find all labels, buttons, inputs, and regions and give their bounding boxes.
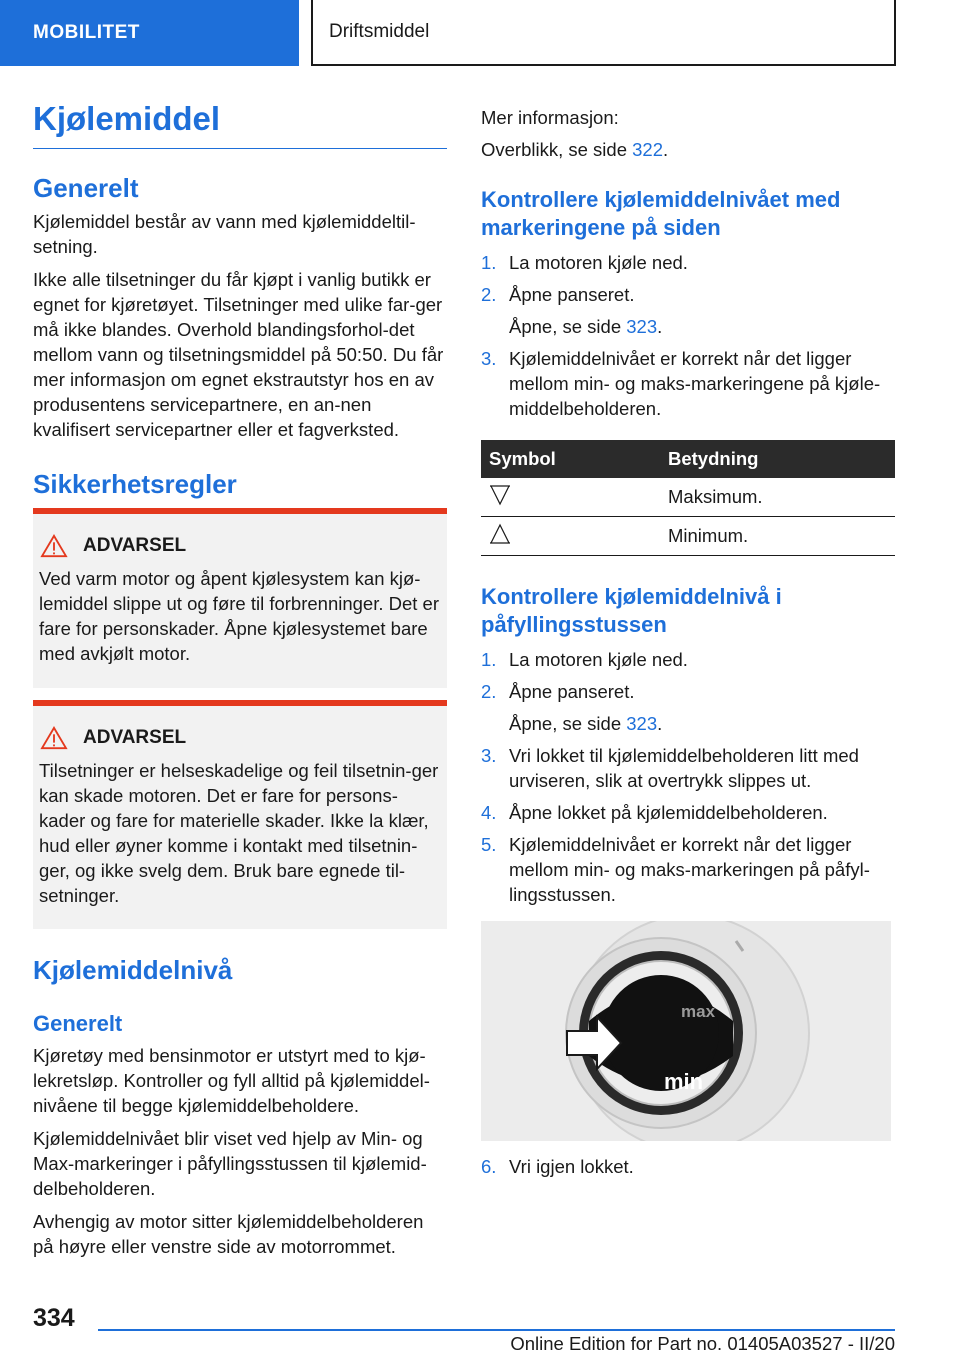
step-item <box>481 832 895 907</box>
step-number: 2. <box>481 284 497 305</box>
step-number: 1. <box>481 649 497 670</box>
more-info-label: Mer informasjon: <box>481 107 619 128</box>
generelt-heading: Generelt <box>33 173 139 203</box>
overview-text: Overblikk, se side <box>481 139 633 160</box>
chapter-label: Driftsmiddel <box>329 21 430 42</box>
warning-title <box>39 534 439 558</box>
step-sub: Åpne, se side 323. <box>509 316 663 337</box>
step-sub-text: Åpne, se side <box>509 316 627 337</box>
warning-triangle-icon <box>39 534 69 558</box>
step-text: Kjølemiddelnivået er korrekt når det ligger mellom min- og maks-markeringene på kjøle-middelbeholderen. <box>509 348 881 419</box>
step-number: 5. <box>481 834 497 855</box>
warning-title-text: ADVARSEL <box>83 727 187 748</box>
footer-divider <box>98 1329 895 1331</box>
step-text: La motoren kjøle ned. <box>509 649 688 670</box>
step-number: 2. <box>481 681 497 702</box>
step-text: Åpne panseret. <box>509 284 635 305</box>
page-number: 334 <box>33 1304 75 1332</box>
step-number: 1. <box>481 252 497 273</box>
generelt-section <box>33 173 447 442</box>
table-cell: Maksimum. <box>660 478 895 517</box>
edition-text: Online Edition for Part no. 01405A03527 - II/20 <box>510 1333 895 1354</box>
step-item <box>481 800 895 825</box>
generelt-paragraph: Kjølemiddel består av vann med kjølemiddeltil-setning. <box>33 211 416 257</box>
step-item <box>481 743 895 793</box>
nivaa-subheading: Generelt <box>33 1011 123 1036</box>
section-tab[interactable] <box>0 0 299 66</box>
section1 <box>481 186 895 428</box>
step-text: Vri lokket til kjølemiddelbeholderen litt med urviseren, slik at overtrykk slippes ut. <box>509 745 859 791</box>
step-sub-text: Åpne, se side <box>509 713 627 734</box>
table-row <box>481 517 895 556</box>
step-number: 3. <box>481 745 497 766</box>
min-mark-icon <box>489 523 511 545</box>
step-item <box>481 647 895 672</box>
nivaa-paragraph: Kjøretøy med bensinmotor er utstyrt med to kjø-lekretsløp. Kontroller og fyll alltid på kjølemiddel-nivåene til begge kjølemiddelbeholdere. <box>33 1045 430 1116</box>
more-info <box>481 105 895 162</box>
nivaa-paragraph: Avhengig av motor sitter kjølemiddelbeholderen på høyre eller venstre side av motorrommet. <box>33 1211 424 1257</box>
section2-final-step <box>481 1154 895 1186</box>
nivaa-section <box>33 1010 447 1259</box>
step-item <box>481 346 895 421</box>
step-text: La motoren kjøle ned. <box>509 252 688 273</box>
warning-box <box>33 508 447 688</box>
section2-steps <box>481 647 895 907</box>
warning-triangle-icon <box>39 726 69 750</box>
min-label: min <box>664 1069 704 1094</box>
max-label: max <box>681 1002 716 1021</box>
step-text: Åpne panseret. <box>509 681 635 702</box>
chapter-tab[interactable] <box>311 0 896 66</box>
warning-box <box>33 700 447 929</box>
section2 <box>481 583 895 914</box>
table-header: Betydning <box>660 440 895 478</box>
step-number: 4. <box>481 802 497 823</box>
step-item <box>481 679 895 736</box>
step-item <box>481 282 895 339</box>
warning-text: Tilsetninger er helseskadelige og feil tilsetnin-ger kan skade motoren. Det er fare for persons-kader og fare for materielle skader. Ikke la klær, hud eller øyner komme i kontakt med tilsetnin-ger, og ikke svelg dem. Bruk bare egnede til-setninger. <box>39 760 439 906</box>
table-row <box>481 478 895 517</box>
nivaa-paragraph: Kjølemiddelnivået blir viset ved hjelp av Min- og Max-markeringer i påfyllingsstussen til kjølemid-delbeholderen. <box>33 1128 427 1199</box>
step-sub: Åpne, se side 323. <box>509 713 663 734</box>
section-label: MOBILITET <box>33 22 140 43</box>
overview-reference: Overblikk, se side 322. <box>481 139 669 160</box>
symbol-table <box>481 440 895 556</box>
table-header: Symbol <box>481 440 660 478</box>
sikkerhet-heading: Sikkerhetsregler <box>33 469 237 499</box>
step-item <box>481 1154 895 1179</box>
page-title: Kjølemiddel <box>33 100 447 149</box>
generelt-paragraph: Ikke alle tilsetninger du får kjøpt i vanlig butikk er egnet for kjøretøyet. Tilsetninger med ulike far-ger må ikke blandes. Overhold blandingsforhol-det mellom vann og tilsetningsmiddel på 50:50. Du får mer informasjon om egnet ekstrautstyr hos en av produsentens servicepartnere, en an-nen kvalifisert servicepartner eller et fagverksted. <box>33 269 444 440</box>
step-text: Vri igjen lokket. <box>509 1156 634 1177</box>
section1-heading: Kontrollere kjølemiddelnivået med markeringene på siden <box>481 187 841 240</box>
max-mark-icon <box>489 484 511 506</box>
step-item <box>481 250 895 275</box>
page-link[interactable]: 323 <box>626 713 658 734</box>
filler-neck-illustration <box>481 921 891 1141</box>
step-text: Kjølemiddelnivået er korrekt når det ligger mellom min- og maks-markeringen på påfyl-lingsstussen. <box>509 834 870 905</box>
step-number: 3. <box>481 348 497 369</box>
page-link[interactable]: 323 <box>626 316 658 337</box>
nivaa-heading: Kjølemiddelnivå <box>33 955 233 985</box>
filler-neck-photo <box>481 921 891 1141</box>
step-number: 6. <box>481 1156 497 1177</box>
warning-title-text: ADVARSEL <box>83 535 187 556</box>
section1-steps <box>481 250 895 421</box>
table-cell: Minimum. <box>660 517 895 556</box>
table-header-row <box>481 440 895 478</box>
warning-text: Ved varm motor og åpent kjølesystem kan kjø-lemiddel slippe ut og føre til forbrenninger. Det er fare for personskader. Åpne kjølesystemet bare med avkjølt motor. <box>39 568 440 664</box>
overview-page-link[interactable]: 322 <box>632 139 664 160</box>
warning-title <box>39 726 439 750</box>
section2-heading: Kontrollere kjølemiddelnivå i påfyllingsstussen <box>481 584 782 637</box>
step-text: Åpne lokket på kjølemiddelbeholderen. <box>509 802 828 823</box>
